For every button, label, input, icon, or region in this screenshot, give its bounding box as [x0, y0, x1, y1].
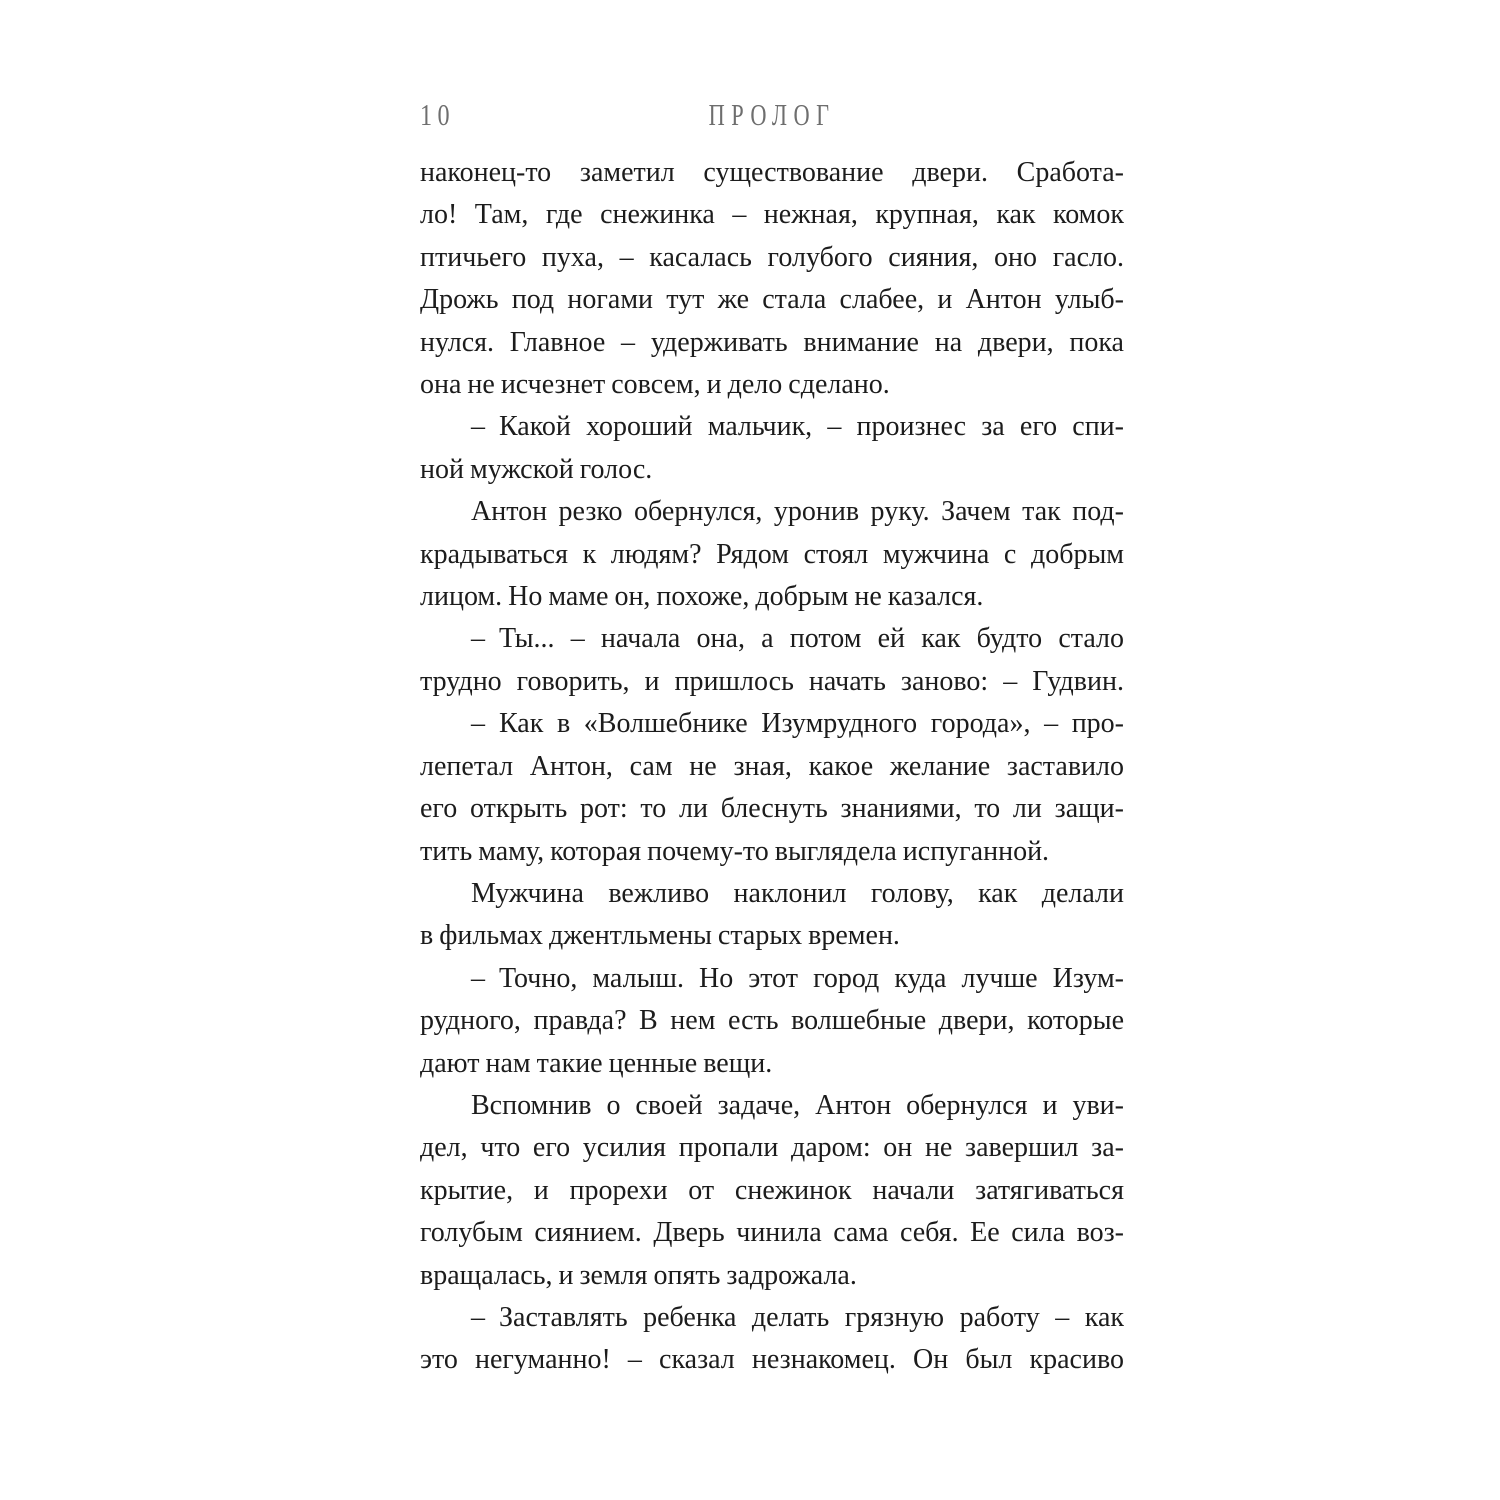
running-head-title: ПРОЛОГ [708, 97, 836, 132]
paragraph [420, 1085, 1124, 1297]
text-line: дел, что его усилия пропали даром: он не завершил за- [420, 1132, 1124, 1164]
text-line: ло! Там, где снежинка – нежная, крупная, как комок [420, 199, 1124, 231]
paragraph [420, 152, 1124, 406]
text-line: в фильмах джентльмены старых времен. [420, 920, 900, 952]
text-line: тить маму, которая почему-то выглядела испуганной. [420, 835, 1050, 867]
paragraph [420, 1297, 1124, 1382]
text-line: ной мужской голос. [420, 453, 653, 485]
running-title-wrap [420, 98, 1124, 132]
text-line: крытие, и прорехи от снежинок начали затягиваться [420, 1174, 1124, 1206]
paragraph [420, 406, 1124, 491]
text-line: птичьего пуха, – касалась голубого сияния, оно гасло. [420, 241, 1124, 273]
text-line: лепетал Антон, сам не зная, какое желание заставило [420, 750, 1124, 782]
text-line: – Какой хороший мальчик, – произнес за его спи- [471, 411, 1124, 443]
paragraph [420, 958, 1124, 1085]
page-number: 10 [420, 97, 456, 132]
paragraph [420, 873, 1124, 958]
text-line: Вспомнив о своей задаче, Антон обернулся и уви- [471, 1089, 1124, 1121]
running-header [420, 98, 1124, 132]
text-line: нулся. Главное – удерживать внимание на двери, пока [420, 326, 1124, 358]
text-line: – Точно, малыш. Но этот город куда лучше Изум- [471, 962, 1124, 994]
text-line: Антон резко обернулся, уронив руку. Зачем так под- [471, 496, 1124, 528]
text-line: голубым сиянием. Дверь чинила сама себя. Ее сила воз- [420, 1217, 1124, 1249]
text-line: вращалась, и земля опять задрожала. [420, 1259, 857, 1291]
text-line: это негуманно! – сказал незнакомец. Он был красиво [420, 1344, 1124, 1376]
text-line: его открыть рот: то ли блеснуть знаниями, то ли защи- [420, 793, 1124, 825]
text-line: Дрожь под ногами тут же стала слабее, и Антон улыб- [420, 284, 1124, 316]
text-line: дают нам такие ценные вещи. [420, 1047, 773, 1079]
paragraph [420, 703, 1124, 873]
text-line: – Как в «Волшебнике Изумрудного города», – про- [471, 708, 1124, 740]
text-line: – Заставлять ребенка делать грязную работу – как [471, 1301, 1124, 1333]
text-line: лицом. Но маме он, похоже, добрым не казался. [420, 581, 984, 613]
paragraph [420, 491, 1124, 618]
body-text-block [420, 152, 1124, 1382]
text-line: – Ты... – начала она, а потом ей как будто стало [471, 623, 1124, 655]
text-line: рудного, правда? В нем есть волшебные двери, которые [420, 1005, 1124, 1037]
text-line: она не исчезнет совсем, и дело сделано. [420, 369, 890, 401]
text-line: трудно говорить, и пришлось начать заново: – Гудвин. [420, 665, 1124, 697]
text-line: крадываться к людям? Рядом стоял мужчина с добрым [420, 538, 1124, 570]
text-line: Мужчина вежливо наклонил голову, как делали [471, 877, 1124, 909]
paragraph [420, 618, 1124, 703]
text-line: наконец-то заметил существование двери. Сработа- [420, 157, 1124, 188]
